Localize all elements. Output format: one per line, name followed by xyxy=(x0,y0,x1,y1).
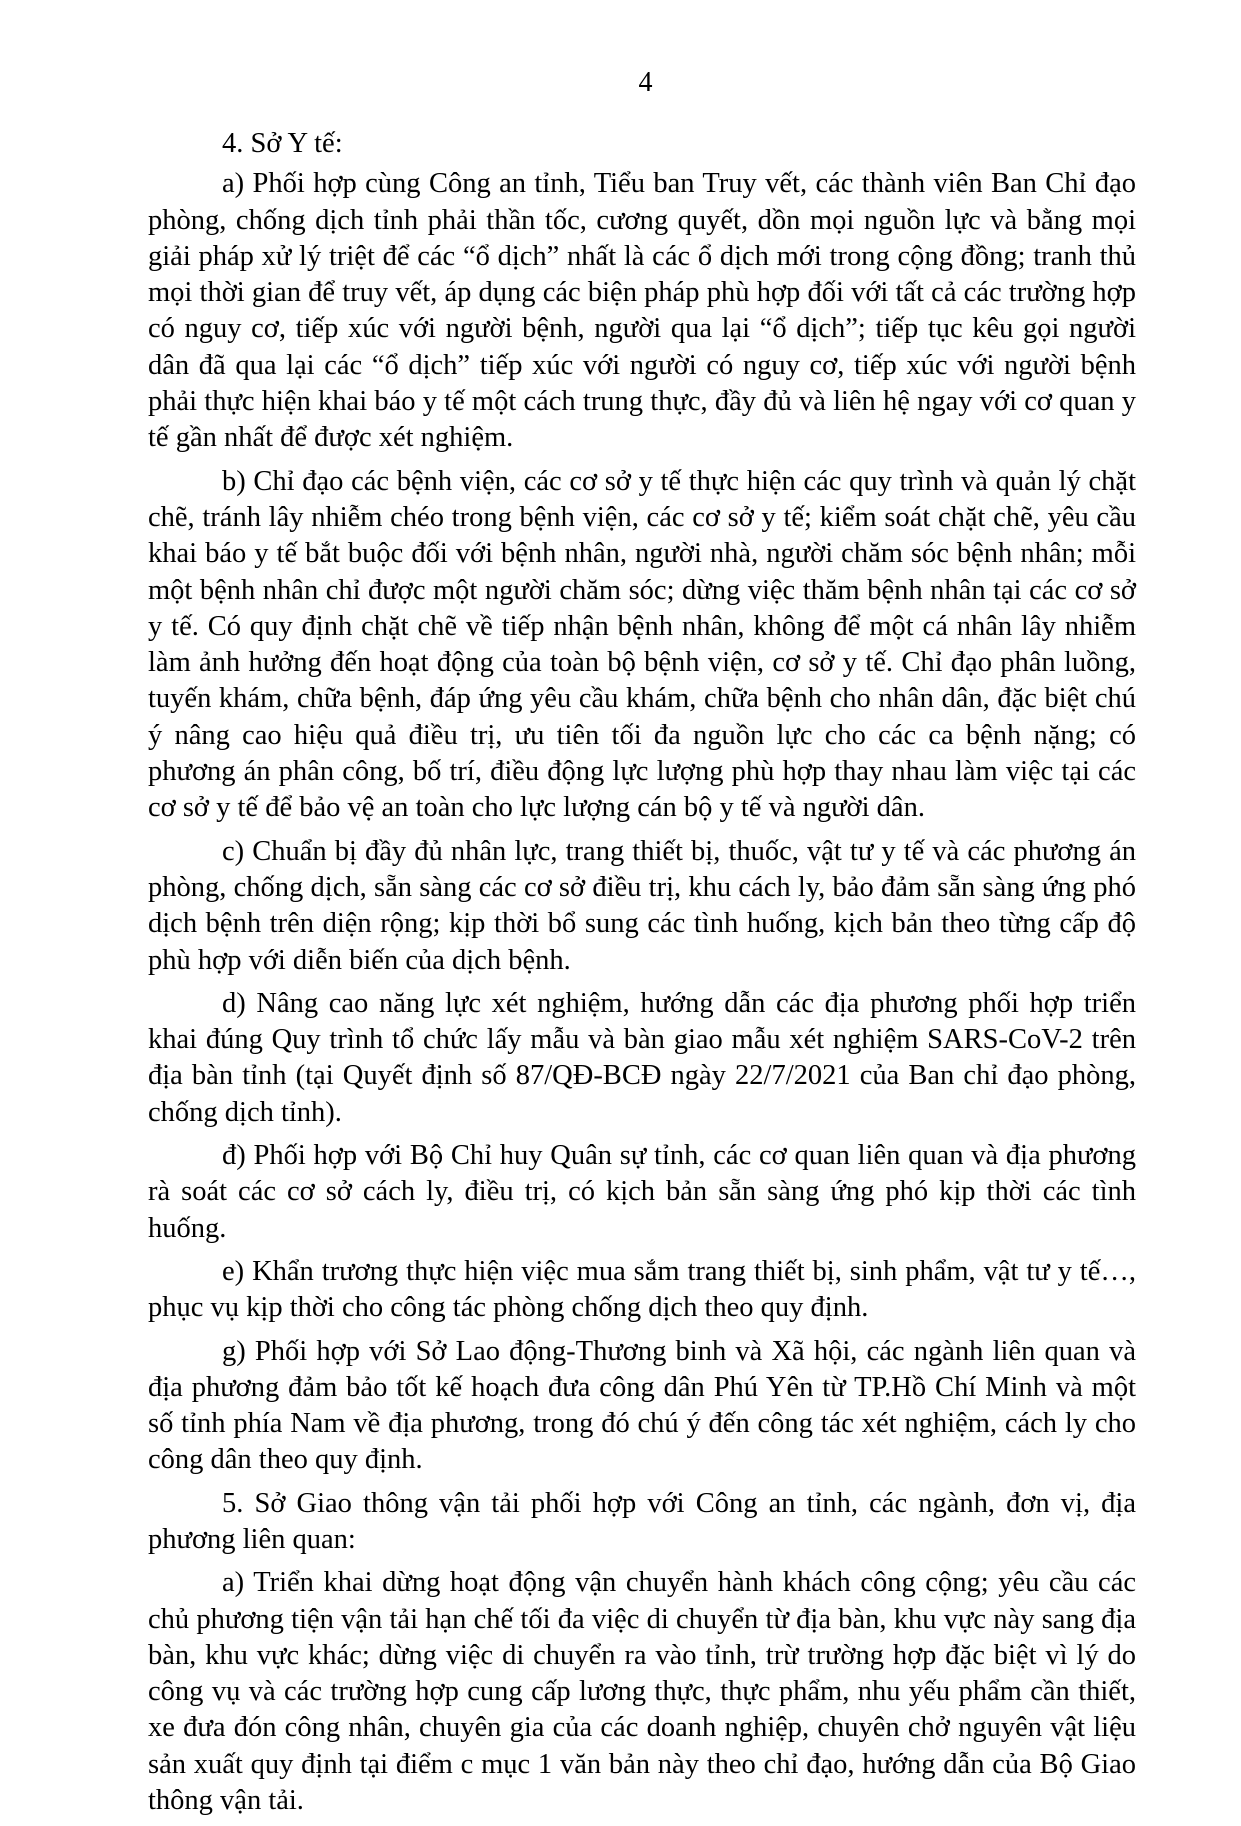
section-4-item-d: d) Nâng cao năng lực xét nghiệm, hướng dẫn các địa phương phối hợp triển khai đúng Quy trình tổ chức lấy mẫu và bàn giao mẫu xét nghiệm SARS-CoV-2 trên địa bàn tỉnh (tại Quyết định số 87/QĐ-BCĐ ngày 22/7/2021 của Ban chỉ đạo phòng, chống dịch tỉnh). xyxy=(148,987,1136,1128)
section-4-item-dd: đ) Phối hợp với Bộ Chỉ huy Quân sự tỉnh, các cơ quan liên quan và địa phương rà soát các cơ sở cách ly, điều trị, có kịch bản sẵn sàng ứng phó kịp thời các tình huống. xyxy=(148,1140,1136,1244)
section-5-heading: 5. Sở Giao thông vận tải phối hợp với Công an tỉnh, các ngành, đơn vị, địa phương liên quan: xyxy=(148,1487,1136,1555)
section-5-item-a: a) Triển khai dừng hoạt động vận chuyển hành khách công cộng; yêu cầu các chủ phương tiện vận tải hạn chế tối đa việc di chuyển từ địa bàn, khu vực này sang địa bàn, khu vực khác; dừng việc di chuyển ra vào tỉnh, trừ trường hợp đặc biệt vì lý do công vụ và các trường hợp cung cấp lương thực, thực phẩm, nhu yếu phẩm cần thiết, xe đưa đón công nhân, chuyên gia của các doanh nghiệp, chuyên chở nguyên vật liệu sản xuất quy định tại điểm c mục 1 văn bản này theo chỉ đạo, hướng dẫn của Bộ Giao thông vận tải. xyxy=(148,1567,1136,1817)
document-body xyxy=(148,126,1136,1826)
section-4-item-e: e) Khẩn trương thực hiện việc mua sắm trang thiết bị, sinh phẩm, vật tư y tế…, phục vụ kịp thời cho công tác phòng chống dịch theo quy định. xyxy=(148,1255,1136,1324)
section-4-item-g: g) Phối hợp với Sở Lao động-Thương binh và Xã hội, các ngành liên quan và địa phương đảm bảo tốt kế hoạch đưa công dân Phú Yên từ TP.Hồ Chí Minh và một số tỉnh phía Nam về địa phương, trong đó chú ý đến công tác xét nghiệm, cách ly cho công dân theo quy định. xyxy=(148,1335,1136,1476)
section-4-item-b: b) Chỉ đạo các bệnh viện, các cơ sở y tế thực hiện các quy trình và quản lý chặt chẽ, tránh lây nhiễm chéo trong bệnh viện, các cơ sở y tế; kiểm soát chặt chẽ, yêu cầu khai báo y tế bắt buộc đối với bệnh nhân, người nhà, người chăm sóc bệnh nhân; mỗi một bệnh nhân chỉ được một người chăm sóc; dừng việc thăm bệnh nhân tại các cơ sở y tế. Có quy định chặt chẽ về tiếp nhận bệnh nhân, không để một cá nhân lây nhiễm làm ảnh hưởng đến hoạt động của toàn bộ bệnh viện, cơ sở y tế. Chỉ đạo phân luồng, tuyến khám, chữa bệnh, đáp ứng yêu cầu khám, chữa bệnh cho nhân dân, đặc biệt chú ý nâng cao hiệu quả điều trị, ưu tiên tối đa nguồn lực cho các ca bệnh nặng; có phương án phân công, bố trí, điều động lực lượng phù hợp thay nhau làm việc tại các cơ sở y tế để bảo vệ an toàn cho lực lượng cán bộ y tế và người dân. xyxy=(148,465,1136,824)
page-number: 4 xyxy=(638,67,653,98)
section-4-item-a: a) Phối hợp cùng Công an tỉnh, Tiểu ban Truy vết, các thành viên Ban Chỉ đạo phòng, chống dịch tỉnh phải thần tốc, cương quyết, dồn mọi nguồn lực và bằng mọi giải pháp xử lý triệt để các “ổ dịch” nhất là các ổ dịch mới trong cộng đồng; tranh thủ mọi thời gian để truy vết, áp dụng các biện pháp phù hợp đối với tất cả các trường hợp có nguy cơ, tiếp xúc với người bệnh, người qua lại “ổ dịch”; tiếp tục kêu gọi người dân đã qua lại các “ổ dịch” tiếp xúc với người có nguy cơ, tiếp xúc với người bệnh phải thực hiện khai báo y tế một cách trung thực, đầy đủ và liên hệ ngay với cơ quan y tế gần nhất để được xét nghiệm. xyxy=(148,168,1136,454)
section-4-heading: 4. Sở Y tế: xyxy=(222,128,343,159)
section-4-item-c: c) Chuẩn bị đầy đủ nhân lực, trang thiết bị, thuốc, vật tư y tế và các phương án phòng, chống dịch, sẵn sàng các cơ sở điều trị, khu cách ly, bảo đảm sẵn sàng ứng phó dịch bệnh trên diện rộng; kịp thời bổ sung các tình huống, kịch bản theo từng cấp độ phù hợp với diễn biến của dịch bệnh. xyxy=(148,835,1136,976)
